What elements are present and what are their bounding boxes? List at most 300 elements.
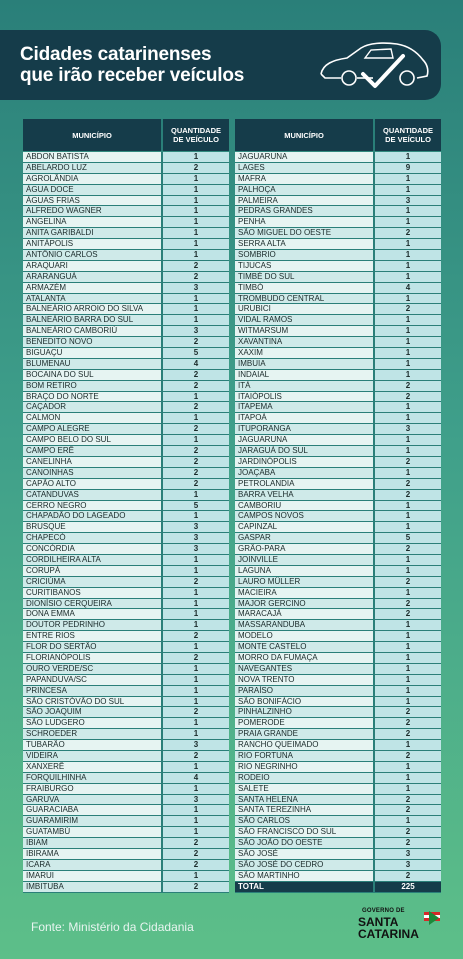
table-row xyxy=(235,468,441,479)
quantidade-cell: 2 xyxy=(375,795,441,805)
quantidade-cell: 4 xyxy=(375,283,441,293)
municipio-cell: OURO VERDE/SC xyxy=(23,664,163,674)
municipio-cell: BALNEÁRIO CAMBORIÚ xyxy=(23,326,163,336)
quantidade-cell: 2 xyxy=(375,479,441,489)
quantidade-cell: 1 xyxy=(375,740,441,750)
table-row xyxy=(23,849,229,860)
municipio-cell: POMERODE xyxy=(235,718,375,728)
municipio-cell: RIO NEGRINHO xyxy=(235,762,375,772)
municipio-cell: VIDAL RAMOS xyxy=(235,315,375,325)
table-row xyxy=(235,827,441,838)
table-row xyxy=(235,304,441,315)
quantidade-cell: 1 xyxy=(375,631,441,641)
table-row xyxy=(23,762,229,773)
table-row xyxy=(235,773,441,784)
quantidade-cell: 3 xyxy=(163,740,229,750)
quantidade-cell: 1 xyxy=(375,511,441,521)
municipio-cell: ITAPOÁ xyxy=(235,413,375,423)
table-row xyxy=(23,152,229,163)
municipio-cell: SCHROEDER xyxy=(23,729,163,739)
quantidade-cell: 1 xyxy=(375,653,441,663)
quantidade-cell: 1 xyxy=(375,359,441,369)
table-row xyxy=(23,217,229,228)
municipio-cell: CAPINZAL xyxy=(235,522,375,532)
quantidade-cell: 1 xyxy=(375,686,441,696)
table-row xyxy=(235,283,441,294)
quantidade-cell: 1 xyxy=(163,642,229,652)
quantidade-cell: 3 xyxy=(163,533,229,543)
table-row xyxy=(235,599,441,610)
municipio-cell: CORUPÁ xyxy=(23,566,163,576)
table-row xyxy=(235,729,441,740)
quantidade-cell: 3 xyxy=(163,544,229,554)
header-qtd-line2: DE VEÍCULO xyxy=(385,135,431,144)
table-row xyxy=(23,392,229,403)
table-row xyxy=(23,185,229,196)
quantidade-cell: 1 xyxy=(163,599,229,609)
quantidade-cell: 1 xyxy=(375,522,441,532)
quantidade-cell: 5 xyxy=(375,533,441,543)
municipio-cell: ANGELINA xyxy=(23,217,163,227)
municipio-cell: CAMBORIU xyxy=(235,501,375,511)
quantidade-cell: 1 xyxy=(375,272,441,282)
quantidade-cell: 3 xyxy=(375,424,441,434)
quantidade-cell: 1 xyxy=(163,435,229,445)
municipio-cell: JARDINÓPOLIS xyxy=(235,457,375,467)
table-row xyxy=(23,490,229,501)
quantidade-cell: 1 xyxy=(375,555,441,565)
municipio-cell: LAGES xyxy=(235,163,375,173)
municipio-cell: BENEDITO NOVO xyxy=(23,337,163,347)
table-row xyxy=(235,272,441,283)
table-row xyxy=(23,283,229,294)
quantidade-cell: 1 xyxy=(163,217,229,227)
municipio-cell: ÁGUAS FRIAS xyxy=(23,196,163,206)
municipio-cell: WITMARSUM xyxy=(235,326,375,336)
quantidade-cell: 1 xyxy=(163,250,229,260)
table-row xyxy=(23,359,229,370)
table-row xyxy=(235,718,441,729)
municipio-cell: ICARA xyxy=(23,860,163,870)
quantidade-cell: 1 xyxy=(163,490,229,500)
municipio-cell: CURITIBANOS xyxy=(23,588,163,598)
table-row xyxy=(23,326,229,337)
quantidade-cell: 1 xyxy=(163,675,229,685)
table-row xyxy=(23,609,229,620)
quantidade-cell: 1 xyxy=(375,697,441,707)
table-row xyxy=(235,206,441,217)
municipio-cell: SANTA TEREZINHA xyxy=(235,805,375,815)
municipio-cell: MAJOR GERCINO xyxy=(235,599,375,609)
municipio-cell: AGROLÂNDIA xyxy=(23,174,163,184)
quantidade-cell: 1 xyxy=(375,468,441,478)
municipio-cell: IMARUI xyxy=(23,871,163,881)
quantidade-cell: 2 xyxy=(375,871,441,881)
municipio-cell: BRAÇO DO NORTE xyxy=(23,392,163,402)
municipio-cell: CAMPOS NOVOS xyxy=(235,511,375,521)
header-qtd-line2: DE VEÍCULO xyxy=(173,135,219,144)
quantidade-cell: 1 xyxy=(163,555,229,565)
municipio-cell: ARMAZÉM xyxy=(23,283,163,293)
quantidade-cell: 3 xyxy=(163,795,229,805)
quantidade-cell: 1 xyxy=(375,250,441,260)
quantidade-cell: 2 xyxy=(163,849,229,859)
table-row xyxy=(235,697,441,708)
page-title xyxy=(20,44,244,86)
table-row xyxy=(23,174,229,185)
municipio-cell: DOUTOR PEDRINHO xyxy=(23,620,163,630)
quantidade-cell: 1 xyxy=(163,588,229,598)
table-row xyxy=(23,163,229,174)
municipio-cell: IMBITUBA xyxy=(23,882,163,892)
municipio-cell: TUBARÃO xyxy=(23,740,163,750)
municipio-cell: CAÇADOR xyxy=(23,402,163,412)
table-row xyxy=(23,827,229,838)
quantidade-cell: 1 xyxy=(375,217,441,227)
municipio-cell: CATANDUVAS xyxy=(23,490,163,500)
quantidade-cell: 1 xyxy=(375,620,441,630)
municipio-cell: ÁGUA DOCE xyxy=(23,185,163,195)
table-row xyxy=(23,686,229,697)
municipio-cell: ANITÁPOLIS xyxy=(23,239,163,249)
table-row xyxy=(235,686,441,697)
quantidade-cell: 1 xyxy=(163,871,229,881)
table-row xyxy=(23,501,229,512)
quantidade-cell: 9 xyxy=(375,163,441,173)
table-row xyxy=(235,609,441,620)
table-row xyxy=(23,261,229,272)
quantidade-cell: 1 xyxy=(375,174,441,184)
quantidade-cell: 2 xyxy=(163,631,229,641)
municipio-cell: URUBICI xyxy=(235,304,375,314)
quantidade-cell: 1 xyxy=(163,228,229,238)
municipio-cell: BOM RETIRO xyxy=(23,381,163,391)
municipio-cell: SÃO JOSÉ DO CEDRO xyxy=(235,860,375,870)
quantidade-cell: 1 xyxy=(375,435,441,445)
quantidade-cell: 1 xyxy=(163,511,229,521)
table-row xyxy=(23,816,229,827)
quantidade-cell: 1 xyxy=(375,326,441,336)
municipio-cell: RIO FORTUNA xyxy=(235,751,375,761)
quantidade-cell: 2 xyxy=(375,228,441,238)
municipio-cell: VIDEIRA xyxy=(23,751,163,761)
table-row xyxy=(235,326,441,337)
quantidade-cell: 1 xyxy=(163,196,229,206)
municipio-cell: BLUMENAU xyxy=(23,359,163,369)
table-row xyxy=(23,250,229,261)
table-row xyxy=(23,424,229,435)
quantidade-cell: 2 xyxy=(375,707,441,717)
table-row xyxy=(23,511,229,522)
quantidade-cell: 2 xyxy=(163,381,229,391)
quantidade-cell: 1 xyxy=(163,185,229,195)
table-row xyxy=(235,664,441,675)
municipio-cell: CERRO NEGRO xyxy=(23,501,163,511)
municipio-cell: SÃO CARLOS xyxy=(235,816,375,826)
table-header-left xyxy=(23,119,229,151)
header-banner xyxy=(0,30,441,100)
table-row xyxy=(235,871,441,882)
municipio-cell: ANITA GARIBALDI xyxy=(23,228,163,238)
municipio-cell: CRICIÚMA xyxy=(23,577,163,587)
municipio-cell: PARAÍSO xyxy=(235,686,375,696)
table-row xyxy=(235,849,441,860)
municipio-cell: SÃO JOSÉ xyxy=(235,849,375,859)
quantidade-cell: 3 xyxy=(163,326,229,336)
table-row xyxy=(23,697,229,708)
table-row xyxy=(235,816,441,827)
table-row xyxy=(23,707,229,718)
table-row xyxy=(235,424,441,435)
table-row xyxy=(23,544,229,555)
quantidade-cell: 1 xyxy=(375,315,441,325)
municipio-cell: CORDILHEIRA ALTA xyxy=(23,555,163,565)
municipio-cell: PETROLANDIA xyxy=(235,479,375,489)
table-row xyxy=(235,805,441,816)
quantidade-cell: 1 xyxy=(163,609,229,619)
quantidade-cell: 2 xyxy=(163,882,229,892)
table-row xyxy=(235,294,441,305)
municipio-cell: CAMPO BELO DO SUL xyxy=(23,435,163,445)
table-row xyxy=(235,446,441,457)
quantidade-cell: 1 xyxy=(375,816,441,826)
logo-state-text xyxy=(358,916,419,940)
table-row xyxy=(23,435,229,446)
quantidade-cell: 2 xyxy=(375,392,441,402)
table-row xyxy=(23,304,229,315)
municipio-cell: MARACAJÁ xyxy=(235,609,375,619)
municipio-cell: PINHALZINHO xyxy=(235,707,375,717)
municipio-cell: BRUSQUE xyxy=(23,522,163,532)
municipio-cell: JARAGUÁ DO SUL xyxy=(235,446,375,456)
quantidade-cell: 1 xyxy=(375,675,441,685)
municipio-cell: TIMBÓ xyxy=(235,283,375,293)
quantidade-cell: 2 xyxy=(163,838,229,848)
quantidade-cell: 1 xyxy=(375,261,441,271)
municipio-cell: SÃO CRISTÓVÃO DO SUL xyxy=(23,697,163,707)
municipio-cell: PAPANDUVA/SC xyxy=(23,675,163,685)
quantidade-cell: 1 xyxy=(375,784,441,794)
quantidade-cell: 1 xyxy=(375,642,441,652)
table-row xyxy=(235,631,441,642)
municipio-cell: ALFREDO WAGNER xyxy=(23,206,163,216)
table-row xyxy=(235,838,441,849)
quantidade-cell: 2 xyxy=(163,860,229,870)
municipio-cell: ATALANTA xyxy=(23,294,163,304)
municipio-cell: TIMBÉ DO SUL xyxy=(235,272,375,282)
quantidade-cell: 2 xyxy=(375,304,441,314)
municipio-cell: TROMBUDO CENTRAL xyxy=(235,294,375,304)
table-row xyxy=(235,642,441,653)
quantidade-cell: 1 xyxy=(163,392,229,402)
table-row xyxy=(235,588,441,599)
table-row xyxy=(23,348,229,359)
table-row xyxy=(23,555,229,566)
quantidade-cell: 4 xyxy=(163,773,229,783)
municipio-cell: CANELINHA xyxy=(23,457,163,467)
municipio-cell: JAGUARUNA xyxy=(235,435,375,445)
total-label: TOTAL xyxy=(235,882,375,892)
quantidade-cell: 1 xyxy=(163,566,229,576)
table-row xyxy=(235,784,441,795)
table-row xyxy=(235,315,441,326)
quantidade-cell: 3 xyxy=(375,196,441,206)
table-row xyxy=(235,653,441,664)
table-row xyxy=(235,228,441,239)
municipio-cell: GRÃO-PARA xyxy=(235,544,375,554)
municipio-cell: NOVA TRENTO xyxy=(235,675,375,685)
quantidade-cell: 2 xyxy=(375,827,441,837)
table-row xyxy=(235,707,441,718)
municipio-cell: ITAIÓPOLIS xyxy=(235,392,375,402)
municipio-cell: SALETE xyxy=(235,784,375,794)
table-row xyxy=(235,217,441,228)
municipio-cell: INDAIAL xyxy=(235,370,375,380)
municipio-cell: GASPAR xyxy=(235,533,375,543)
table-row xyxy=(235,675,441,686)
municipio-cell: GUARACIABA xyxy=(23,805,163,815)
quantidade-cell: 2 xyxy=(163,446,229,456)
quantidade-cell: 1 xyxy=(375,152,441,162)
table-row xyxy=(23,566,229,577)
municipio-cell: ENTRE RIOS xyxy=(23,631,163,641)
table-row xyxy=(23,206,229,217)
table-row xyxy=(23,533,229,544)
quantidade-cell: 2 xyxy=(163,424,229,434)
quantidade-cell: 3 xyxy=(375,849,441,859)
table-header-right xyxy=(235,119,441,151)
table-row xyxy=(23,413,229,424)
table-row xyxy=(23,871,229,882)
municipio-cell: NAVEGANTES xyxy=(235,664,375,674)
title-line-2: que irão receber veículos xyxy=(20,65,245,86)
header-quantidade xyxy=(375,119,441,151)
quantidade-cell: 1 xyxy=(163,816,229,826)
quantidade-cell: 1 xyxy=(163,413,229,423)
quantidade-cell: 1 xyxy=(375,370,441,380)
municipio-cell: CHAPECÓ xyxy=(23,533,163,543)
quantidade-cell: 1 xyxy=(163,784,229,794)
table-row xyxy=(23,337,229,348)
municipio-cell: IBIRAMA xyxy=(23,849,163,859)
table-row xyxy=(23,588,229,599)
table-row xyxy=(235,740,441,751)
municipio-cell: BIGUAÇU xyxy=(23,348,163,358)
table-row xyxy=(23,315,229,326)
quantidade-cell: 2 xyxy=(163,653,229,663)
table-row xyxy=(23,795,229,806)
municipio-cell: FRAIBURGO xyxy=(23,784,163,794)
quantidade-cell: 2 xyxy=(163,707,229,717)
table-row xyxy=(23,751,229,762)
table-right-column xyxy=(235,119,441,893)
table-row xyxy=(235,381,441,392)
table-body-left xyxy=(23,152,229,893)
table-row xyxy=(23,272,229,283)
table-row xyxy=(235,348,441,359)
table-row xyxy=(235,533,441,544)
quantidade-cell: 1 xyxy=(163,174,229,184)
municipio-cell: PENHA xyxy=(235,217,375,227)
quantidade-cell: 1 xyxy=(375,446,441,456)
municipio-cell: SÃO BONIFÁCIO xyxy=(235,697,375,707)
table-row xyxy=(235,479,441,490)
quantidade-cell: 3 xyxy=(163,522,229,532)
quantidade-cell: 2 xyxy=(375,609,441,619)
table-row xyxy=(23,446,229,457)
municipio-cell: SÃO MIGUEL DO OESTE xyxy=(235,228,375,238)
municipio-cell: MORRO DA FUMAÇA xyxy=(235,653,375,663)
table-row xyxy=(23,740,229,751)
header-municipio: MUNICÍPIO xyxy=(23,119,163,151)
table-row xyxy=(235,370,441,381)
quantidade-cell: 1 xyxy=(375,773,441,783)
sc-flag-icon xyxy=(424,910,440,926)
municipio-cell: MASSARANDUBA xyxy=(235,620,375,630)
quantidade-cell: 1 xyxy=(163,762,229,772)
municipio-cell: PRINCESA xyxy=(23,686,163,696)
municipio-cell: LAGUNA xyxy=(235,566,375,576)
table-row xyxy=(235,261,441,272)
quantidade-cell: 2 xyxy=(163,163,229,173)
municipio-cell: IMBUIA xyxy=(235,359,375,369)
table-row xyxy=(235,185,441,196)
table-row xyxy=(235,250,441,261)
santa-catarina-logo xyxy=(358,908,442,944)
table-row xyxy=(23,196,229,207)
quantidade-cell: 1 xyxy=(163,294,229,304)
municipio-cell: SÃO MARTINHO xyxy=(235,871,375,881)
quantidade-cell: 1 xyxy=(163,697,229,707)
quantidade-cell: 2 xyxy=(163,261,229,271)
municipio-cell: ABDON BATISTA xyxy=(23,152,163,162)
table-row xyxy=(23,599,229,610)
header-municipio: MUNICÍPIO xyxy=(235,119,375,151)
quantidade-cell: 1 xyxy=(163,239,229,249)
municipio-cell: LAURO MÜLLER xyxy=(235,577,375,587)
table-row xyxy=(23,860,229,871)
quantidade-cell: 3 xyxy=(375,860,441,870)
quantidade-cell: 2 xyxy=(375,490,441,500)
table-row xyxy=(235,566,441,577)
table-row xyxy=(235,337,441,348)
total-row xyxy=(235,882,441,893)
quantidade-cell: 1 xyxy=(163,686,229,696)
quantidade-cell: 1 xyxy=(163,718,229,728)
municipio-cell: ITÁ xyxy=(235,381,375,391)
table-row xyxy=(235,392,441,403)
table-row xyxy=(23,805,229,816)
quantidade-cell: 5 xyxy=(163,501,229,511)
municipio-cell: DIONÍSIO CERQUEIRA xyxy=(23,599,163,609)
municipio-cell: CANOINHAS xyxy=(23,468,163,478)
table-row xyxy=(23,664,229,675)
table-row xyxy=(23,228,229,239)
municipio-cell: RANCHO QUEIMADO xyxy=(235,740,375,750)
municipio-cell: SÃO JOÃO DO OESTE xyxy=(235,838,375,848)
table-row xyxy=(23,370,229,381)
quantidade-cell: 1 xyxy=(163,729,229,739)
table-row xyxy=(23,479,229,490)
table-row xyxy=(235,577,441,588)
table-row xyxy=(235,196,441,207)
quantidade-cell: 1 xyxy=(375,413,441,423)
table-row xyxy=(235,860,441,871)
municipio-cell: PALMEIRA xyxy=(235,196,375,206)
municipio-cell: SOMBRIO xyxy=(235,250,375,260)
quantidade-cell: 2 xyxy=(163,468,229,478)
table-row xyxy=(235,457,441,468)
